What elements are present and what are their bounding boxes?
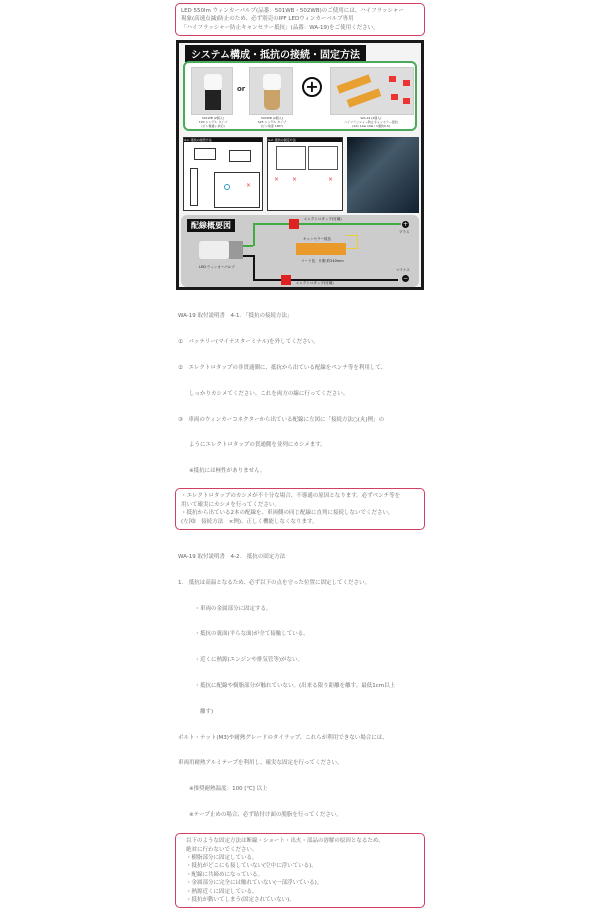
text-line: ③ 車両のウィンカーコネクターから出ている配線に左図に「接続方法○(丸)例」の	[178, 416, 385, 423]
electrotap-top	[289, 219, 299, 229]
minus-label: マイナス	[396, 268, 410, 273]
notice-line: ・エレクトロタップのカシメが不十分な場合、不導通の原因となります。必ずペンチ等を	[181, 493, 401, 500]
notice-line: (左図I 接続方法 ×例)、正しく機能しなくなります。	[181, 518, 318, 525]
notice-line: 用いて確実にカシメを行ってください。	[181, 501, 280, 508]
plus-label: プラス	[399, 230, 410, 235]
notice-line: ・金属部分に完全には触れていない(一部浮いている)。	[186, 880, 323, 887]
notice-line: 絶対に行わないでください。	[186, 846, 258, 853]
notice-line: LED 550lm ウィンカーバルブ(品番：501WB・502WB)のご使用には、ハイフラッシャー	[181, 8, 404, 14]
section-heading: WA-19 取付説明書 4-2. 抵抗の固定方法	[178, 554, 286, 561]
section-connection	[175, 295, 425, 484]
tap-bottom-label: エレクトロタップ(付属)	[296, 281, 334, 286]
notice-line: ・熱源近くに固定している。	[186, 888, 258, 895]
plus-icon: +	[302, 77, 322, 97]
bulb-label: LED ウィンカーバルブ	[199, 265, 235, 270]
caption-502wb: 502WB (2個入) S25 シングル タイプ (ピン角度 180°)	[257, 116, 287, 129]
ng-mark-icon: ×	[274, 176, 280, 184]
or-label: or	[237, 85, 246, 94]
text-line: しっかりカシメてください。これを両方の線に行ってください。	[178, 390, 349, 397]
ng-mark-icon: ×	[292, 176, 298, 184]
page-column	[175, 0, 425, 908]
ng-mark-icon: ×	[328, 176, 334, 184]
text-line: ② エレクトロタップの非貫通側に、抵抗から出ている配線をペンチ等を利用して、	[178, 364, 387, 371]
notice-line: ・抵抗が動いてしまう(固定されていない)。	[186, 896, 295, 903]
fixing-warning	[175, 833, 425, 908]
text-line: ※抵抗には極性がありません。	[178, 468, 266, 475]
minus-terminal-icon: −	[402, 275, 409, 283]
text-line: ・近くに熱源(エンジンや排気管等)がない。	[178, 657, 304, 664]
caption-wa19: WA-19 (2個入) ハイフラッシャー防止キャンセラー抵抗 (12v 14w 10Ω / 1個約0.5)	[344, 116, 398, 129]
wiring-diagram	[181, 215, 419, 287]
canceller-resistor	[296, 243, 346, 255]
cord-length-label: コード長：片側 約240mm	[301, 259, 344, 264]
wiring-title: 配線概要図	[187, 219, 235, 232]
figure-title: システム構成・抵抗の接続・固定方法	[185, 45, 366, 62]
tap-top-label: エレクトロタップ(付属)	[304, 217, 342, 222]
panel-connection	[183, 137, 263, 211]
resistor-wa19-image	[330, 67, 414, 115]
panel-fixing	[267, 137, 343, 211]
notice-line: ・配線に共締めになっている。	[186, 871, 264, 878]
text-line: ※推奨耐熱温度：100 [℃] 以上	[178, 786, 268, 793]
section-fixing	[175, 536, 425, 828]
section-heading: WA-19 取付説明書 4-1. 「抵抗の接続方法」	[178, 313, 293, 320]
text-line: ① バッテリー(マイナスターミナル)を外してください。	[178, 339, 319, 346]
plus-terminal-icon: +	[402, 221, 409, 229]
notice-line: 「ハイフラッシャー防止キャンセラー抵抗」(品番：WA-19)をご使用ください。	[181, 24, 379, 31]
text-line: 離す)	[178, 708, 214, 715]
panel-fixing-title: 4-2. 抵抗の固定方法	[268, 138, 342, 142]
caption-501wb: 501WB (2個入) T20 シングル タイプ (ピン極違い対応)	[198, 116, 228, 129]
connection-warning	[175, 488, 425, 530]
electrotap-bottom	[281, 275, 291, 285]
text-line: ボルト・ナット(M3)や耐熱グレードのタイラップ、これらが利用できない場合には、	[178, 734, 388, 741]
system-figure	[176, 40, 424, 290]
text-line: ・抵抗に配線や樹脂部分が触れていない。(出来る限り距離を離す。最低1cm以上	[178, 683, 396, 689]
notice-line: ・樹脂部分に固定している。	[186, 854, 258, 861]
text-line: ・車両の金属部分に固定する。	[178, 605, 272, 612]
top-notice	[175, 3, 425, 36]
text-line: 車両用耐熱アルミテープを利用し、確実な固定を行ってください。	[178, 760, 343, 767]
canceller-label: キャンセラー抵抗	[303, 237, 331, 242]
installation-photo	[347, 137, 419, 213]
text-line: 1. 抵抗は高温となるため、必ず以下の点を守った位置に固定してください。	[178, 579, 371, 586]
notice-line: 以下のような固定方法は断線・ショート・出火・部品の溶解の原因となるため、	[186, 838, 384, 845]
text-line: ようにエレクトロタップの貫通側を並列にカシメます。	[178, 442, 326, 449]
panel-connection-title: 4-1. 抵抗の接続方法	[184, 138, 262, 142]
text-line: ・抵抗の裏面(平らな面)が全て接触している。	[178, 631, 309, 638]
notice-line: 現象(高速点滅)防止のため、必ず別売のIPF LEDウィンカーバルブ専用	[181, 16, 354, 23]
bulb-501wb-image	[191, 67, 233, 115]
text-line: ※テープ止めの場合、必ず貼付け面の脱脂を行ってください。	[178, 811, 342, 818]
bulb-502wb-image	[249, 67, 293, 115]
notice-line: ・抵抗から出ている2本の配線を、車両側の同じ配線に直列に接続しないでください。	[181, 510, 394, 517]
notice-line: ・抵抗がどこにも接していない(空中に浮いている)。	[186, 863, 317, 870]
led-bulb-image	[199, 241, 229, 259]
ng-mark-icon: ×	[246, 182, 252, 190]
product-box	[183, 61, 417, 131]
